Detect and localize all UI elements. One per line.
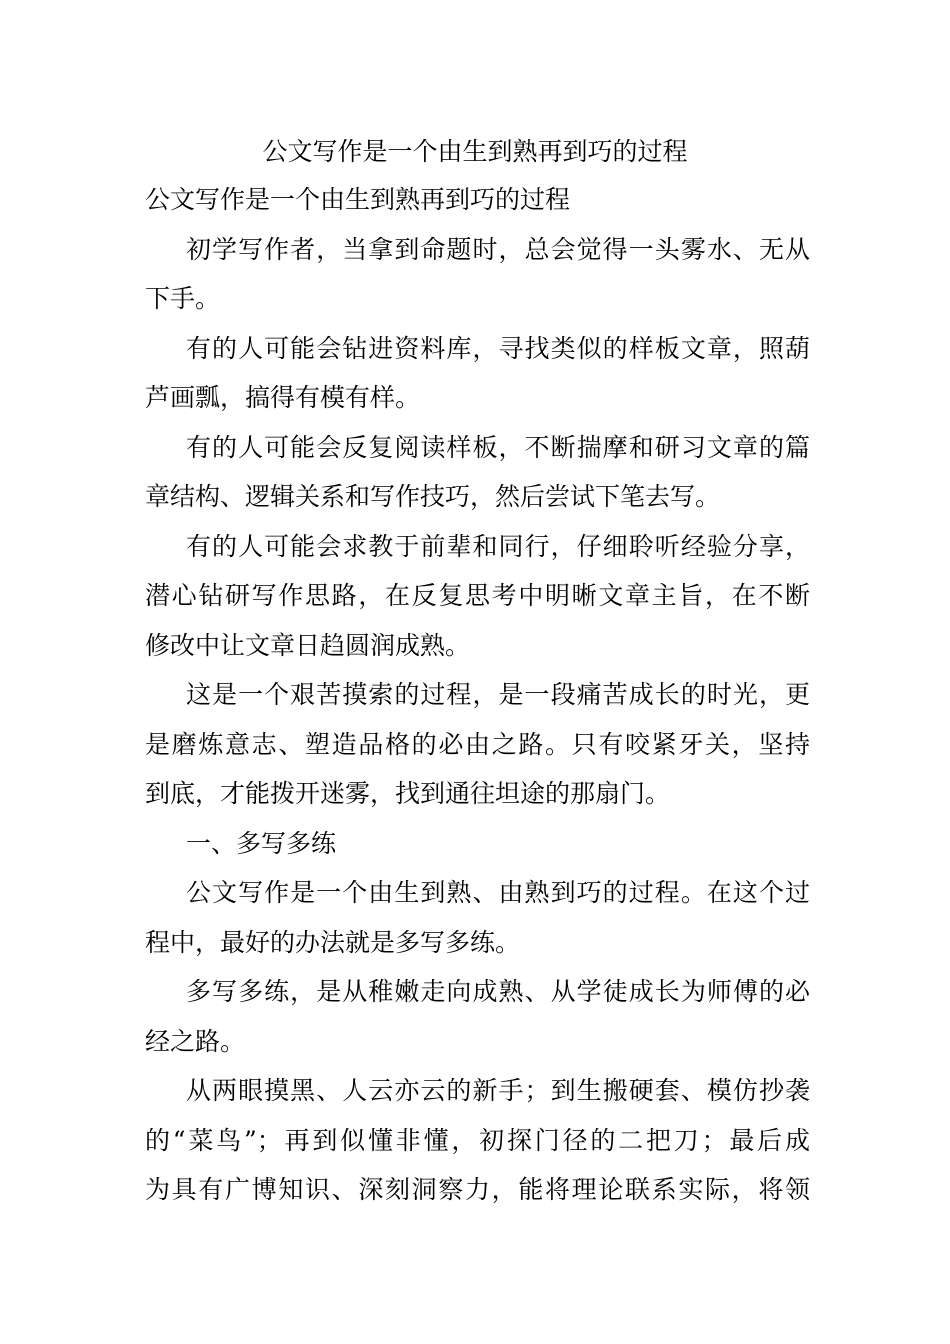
- body-line: 下手。: [145, 284, 221, 313]
- body-line: 有的人可能会反复阅读样板，不断揣摩和研习文章的篇: [186, 432, 810, 462]
- body-line: 潜心钻研写作思路，在反复思考中明晰文章主旨，在不断: [145, 581, 810, 610]
- body-line: 多写多练，是从稚嫩走向成熟、从学徒成长为师傅的必: [186, 977, 810, 1006]
- document-body: [145, 180, 810, 1220]
- document-title: 公文写作是一个由生到熟再到巧的过程: [262, 137, 688, 166]
- body-line: 修改中让文章日趋圆润成熟。: [145, 630, 471, 660]
- body-line: 程中，最好的办法就是多写多练。: [145, 927, 521, 957]
- body-line: 有的人可能会求教于前辈和同行，仔细聆听经验分享，: [186, 531, 810, 561]
- body-line: 的“菜鸟”；再到似懂非懂，初探门径的二把刀；最后成: [145, 1125, 810, 1155]
- section-heading: 一、多写多练: [186, 828, 337, 858]
- body-line: 公文写作是一个由生到熟、由熟到巧的过程。在这个过: [186, 878, 810, 907]
- body-line: 初学写作者，当拿到命题时，总会觉得一头雾水、无从: [186, 234, 810, 264]
- body-line: 从两眼摸黑、人云亦云的新手；到生搬硬套、模仿抄袭: [186, 1076, 810, 1105]
- body-line: 公文写作是一个由生到熟再到巧的过程: [145, 185, 571, 214]
- body-line: 有的人可能会钻进资料库，寻找类似的样板文章，照葫: [186, 333, 810, 363]
- body-line: 这是一个艰苦摸索的过程，是一段痛苦成长的时光，更: [186, 680, 810, 709]
- body-line: 是磨炼意志、塑造品格的必由之路。只有咬紧牙关，坚持: [145, 729, 810, 759]
- body-line: 经之路。: [145, 1026, 246, 1056]
- body-line: 芦画瓢，搞得有模有样。: [145, 383, 421, 412]
- body-line: 到底，才能拨开迷雾，找到通往坦途的那扇门。: [145, 779, 671, 808]
- body-line: 章结构、逻辑关系和写作技巧，然后尝试下笔去写。: [145, 482, 721, 511]
- body-line: 为具有广博知识、深刻洞察力，能将理论联系实际，将领: [145, 1175, 810, 1204]
